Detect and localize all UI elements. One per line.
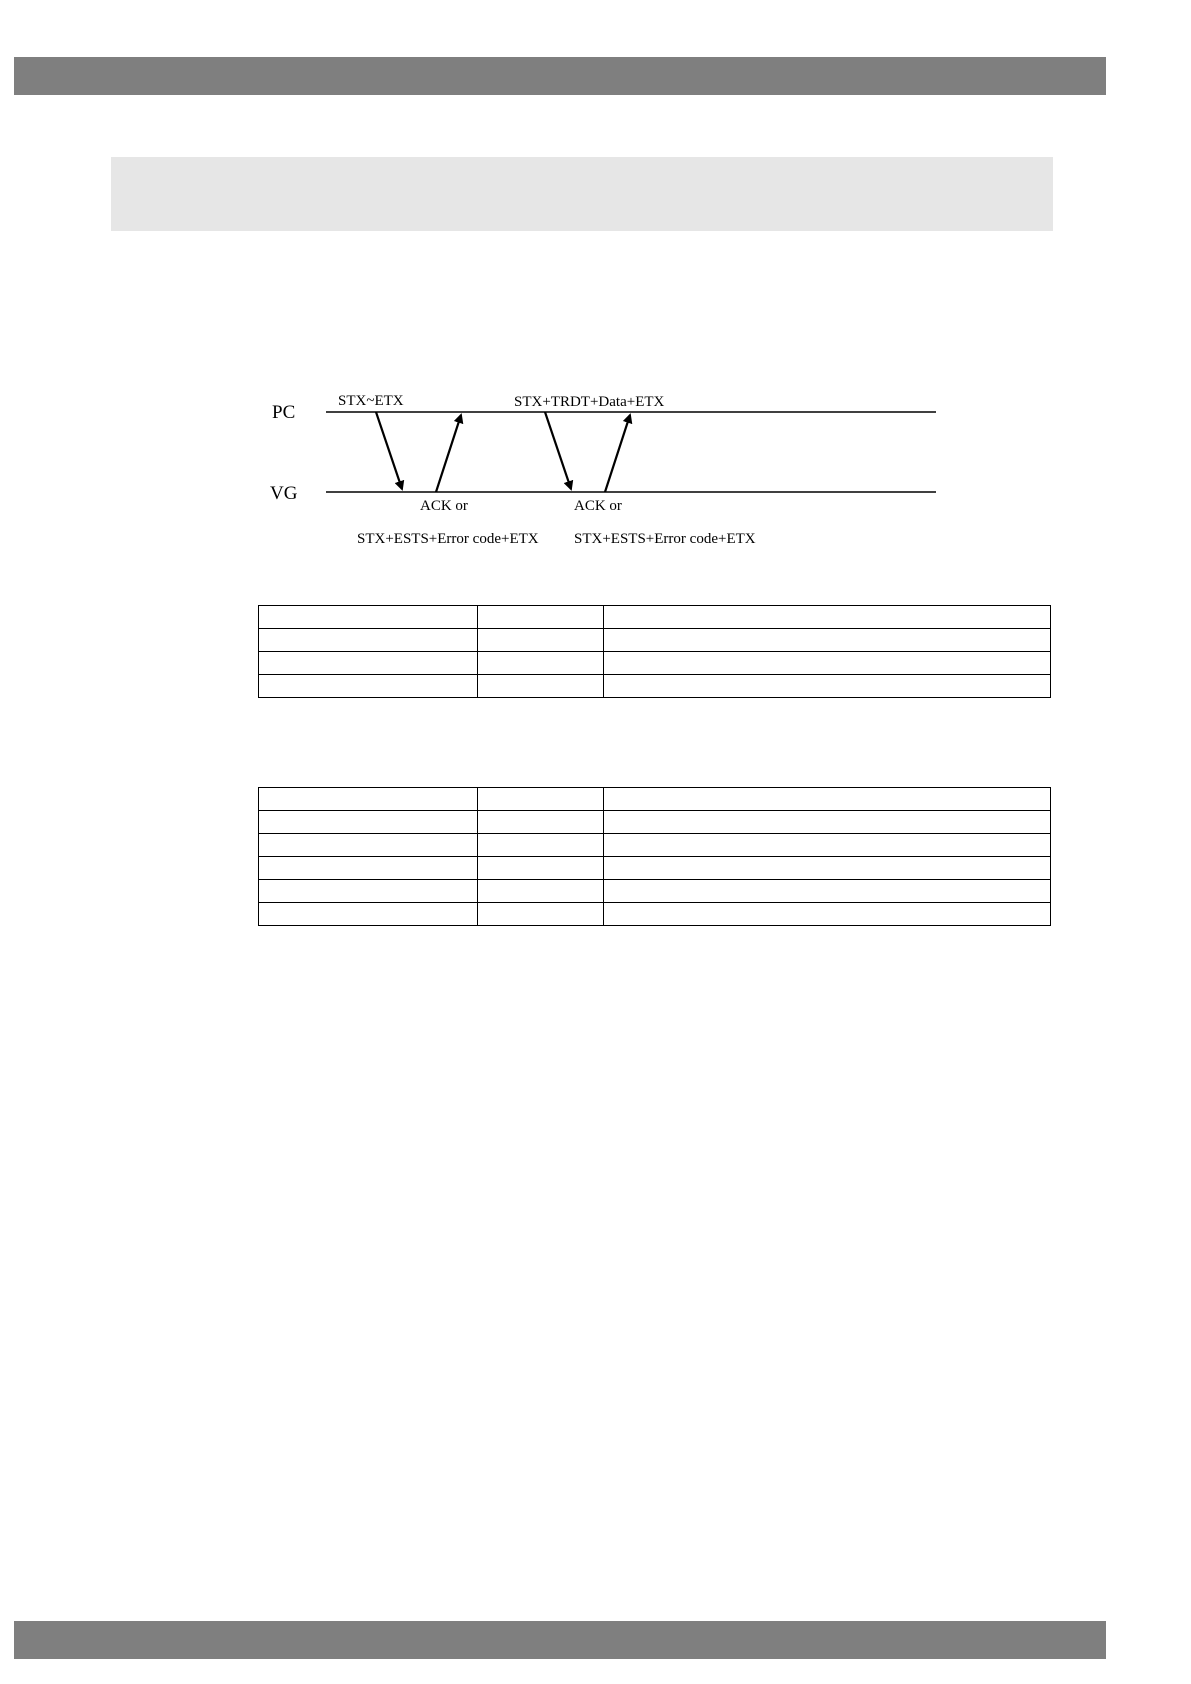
table-cell <box>478 788 604 811</box>
table-row <box>259 903 1051 926</box>
vg-reply-2-line1: ACK or <box>574 498 622 514</box>
table-cell <box>478 675 604 698</box>
table-row <box>259 788 1051 811</box>
table-row <box>259 834 1051 857</box>
table-row <box>259 857 1051 880</box>
header-bar <box>14 57 1106 95</box>
table-cell <box>604 880 1051 903</box>
pc-lane-label: PC <box>272 402 296 423</box>
table-cell <box>478 811 604 834</box>
table-cell <box>604 629 1051 652</box>
table-row <box>259 629 1051 652</box>
table-cell <box>604 857 1051 880</box>
table-row <box>259 880 1051 903</box>
table-cell <box>478 629 604 652</box>
table-row <box>259 606 1051 629</box>
arrow-pc-to-vg-2 <box>545 412 571 489</box>
arrow-vg-to-pc-1 <box>436 415 461 492</box>
section-title-box <box>111 157 1053 231</box>
table-cell <box>604 675 1051 698</box>
table-cell <box>478 606 604 629</box>
table-cell <box>259 652 478 675</box>
pc-message-2: STX+TRDT+Data+ETX <box>514 394 665 410</box>
table-cell <box>604 788 1051 811</box>
table-cell <box>478 880 604 903</box>
table-cell <box>604 834 1051 857</box>
table-cell <box>478 834 604 857</box>
table-row <box>259 652 1051 675</box>
table-cell <box>259 788 478 811</box>
table-cell <box>604 606 1051 629</box>
vg-reply-1-line2: STX+ESTS+Error code+ETX <box>357 531 539 547</box>
table-cell <box>259 675 478 698</box>
vg-reply-2-line2: STX+ESTS+Error code+ETX <box>574 531 756 547</box>
table-cell <box>259 606 478 629</box>
table-cell <box>604 903 1051 926</box>
table-row <box>259 811 1051 834</box>
footer-bar <box>14 1621 1106 1659</box>
table-cell <box>478 652 604 675</box>
table-cell <box>259 629 478 652</box>
table-cell <box>259 880 478 903</box>
command-table-2 <box>258 787 1051 926</box>
table-cell <box>259 903 478 926</box>
table-cell <box>259 811 478 834</box>
pc-message-1: STX~ETX <box>338 393 404 409</box>
table-cell <box>259 857 478 880</box>
vg-lane-label: VG <box>270 483 298 504</box>
table-cell <box>259 834 478 857</box>
vg-reply-1-line1: ACK or <box>420 498 468 514</box>
table-cell <box>604 652 1051 675</box>
table-cell <box>478 903 604 926</box>
table-row <box>259 675 1051 698</box>
arrow-pc-to-vg-1 <box>376 412 402 489</box>
arrow-vg-to-pc-2 <box>605 415 630 492</box>
table-cell <box>604 811 1051 834</box>
table-cell <box>478 857 604 880</box>
command-table-1 <box>258 605 1051 698</box>
